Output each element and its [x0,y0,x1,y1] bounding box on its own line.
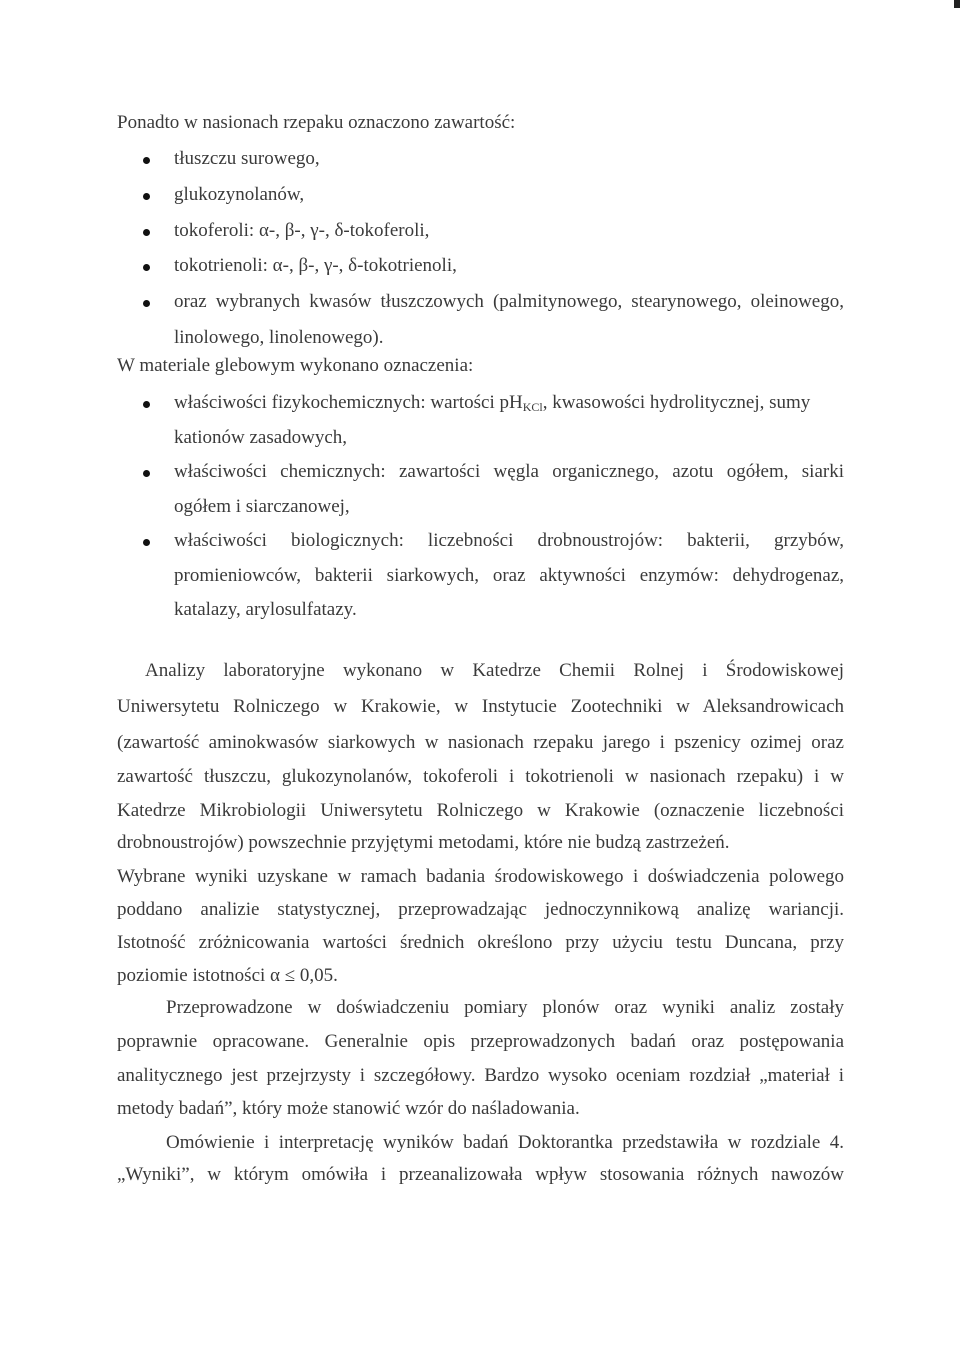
bullet-icon [143,264,150,271]
bullet-icon [143,300,150,307]
seed-item-tocotrienols: tokotrienoli: α-, β-, γ-, δ-tokotrienoli, [174,255,457,276]
para2-line: poziomie istotności α ≤ 0,05. [117,965,338,986]
para2-line: Wybrane wyniki uzyskane w ramach badania środowiskowego i doświadczenia polowego [117,866,844,887]
seed-item-fatty-acids-cont: linolowego, linolenowego). [174,327,384,348]
seed-item-tocopherols: tokoferoli: α-, β-, γ-, δ-tokoferoli, [174,220,430,241]
para1-line: Analizy laboratoryjne wykonano w Katedrze Chemii Rolnej i Środowiskowej [145,660,844,681]
bullet-icon [143,157,150,164]
para1-line: drobnoustrojów) powszechnie przyjętymi metodami, które nie budzą zastrzeżeń. [117,832,730,853]
soil-item-physicochemical-part [174,391,810,419]
para4-line: Omówienie i interpretację wyników badań Doktorantka przedstawiła w rozdziale 4. [166,1132,844,1153]
para3-line: analitycznego jest przejrzysty i szczegółowy. Bardzo wysoko oceniam rozdział „materiał i [117,1065,844,1086]
soil-item-biological: właściwości biologicznych: liczebności drobnoustrojów: bakterii, grzybów, [174,530,844,551]
para1-line: zawartość tłuszczu, glukozynolanów, tokoferoli i tokotrienoli w nasionach rzepaku) i w [117,766,844,787]
bullet-icon [143,229,150,236]
bullet-icon [143,193,150,200]
para4-line: „Wyniki”, w którym omówiła i przeanalizowała wpływ stosowania różnych nawozów [117,1164,844,1185]
soil-item-chemical-cont: ogółem i siarczanowej, [174,496,350,517]
para3-line: Przeprowadzone w doświadczeniu pomiary plonów oraz wyniki analiz zostały [166,997,844,1018]
seed-item-fat: tłuszczu surowego, [174,148,320,169]
seed-item-glucosinolates: glukozynolanów, [174,184,305,205]
para3-line: metody badań”, który może stanowić wzór do naśladowania. [117,1098,580,1119]
soil-intro-line: W materiale glebowym wykonano oznaczenia: [117,355,474,376]
scan-corner-mark [954,0,960,8]
para1-line: (zawartość aminokwasów siarkowych w nasionach rzepaku jarego i pszenicy ozimej oraz [117,732,844,753]
para2-line: Istotność zróżnicowania wartości średnich określono przy użyciu testu Duncana, przy [117,932,844,953]
intro-line: Ponadto w nasionach rzepaku oznaczono zawartość: [117,112,516,133]
bullet-icon [143,470,150,477]
soil-item-physicochemical-cont: kationów zasadowych, [174,427,348,448]
para3-line: poprawnie opracowane. Generalnie opis przeprowadzonych badań oraz postępowania [117,1031,844,1052]
soil-item-chemical: właściwości chemicznych: zawartości węgla organicznego, azotu ogółem, siarki [174,461,844,482]
para1-line: Katedrze Mikrobiologii Uniwersytetu Rolniczego w Krakowie (oznaczenie liczebności [117,800,844,821]
para2-line: poddano analizie statystycznej, przeprowadzając jednoczynnikową analizę wariancji. [117,899,844,920]
soil-item-biological-cont: promieniowców, bakterii siarkowych, oraz aktywności enzymów: dehydrogenaz, [174,565,844,586]
bullet-icon [143,401,150,408]
soil-item-physicochemical [174,391,844,419]
ph-text: właściwości fizykochemicznych: wartości pH [174,392,523,413]
bullet-icon [143,539,150,546]
acidity-text: , kwasowości hydrolitycznej, sumy [542,392,811,413]
seed-item-fatty-acids: oraz wybranych kwasów tłuszczowych (palmitynowego, stearynowego, oleinowego, [174,291,844,312]
ph-subscript: KCl [522,400,543,414]
soil-item-biological-end: katalazy, arylosulfatazy. [174,599,357,620]
para1-line: Uniwersytetu Rolniczego w Krakowie, w Instytucie Zootechniki w Aleksandrowicach [117,696,844,717]
